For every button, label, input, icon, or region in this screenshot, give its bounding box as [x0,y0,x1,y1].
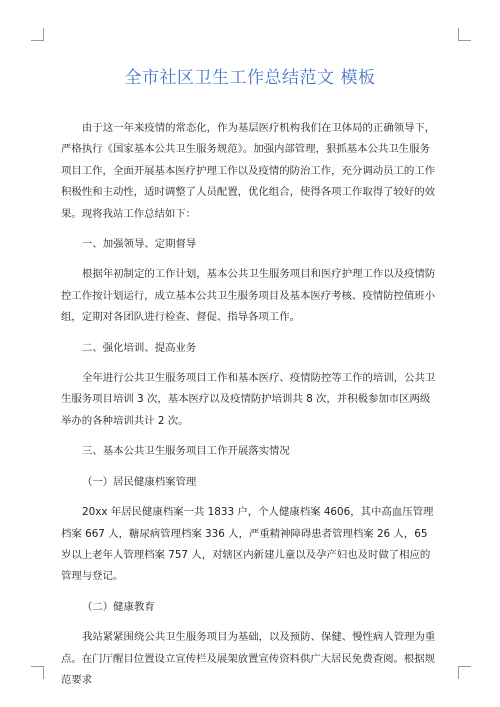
crop-mark-bottom-left [31,666,44,679]
section-heading-1: 一、加强领导、定期督导 [82,238,197,251]
paragraph-health-education: 我站紧紧围绕公共卫生服务项目为基础，以及预防、保健、慢性病人管理为重点。在门厅醒目位置设立宣传栏及展架放置宣传资料供广大居民免费查阅。根据规范要求 [61,631,436,686]
crop-mark-bottom-right [458,666,471,679]
section-heading-3: 三、基本公共卫生服务项目工作开展落实情况 [82,445,290,458]
paragraph-intro: 由于这一年来疫情的常态化，作为基层医疗机构我们在卫体局的正确领导下，严格执行《国家基本公共卫生服务规范》。加强内部管理，狠抓基本公共卫生服务项目工作，全面开展基本医疗护理工作以及疫情的防治工作，充分调动员工的工作积极性和主动性，适时调整了人员配置，优化组合，使得各项工作取得了较好的效果。现将我站工作总结如下： [61,122,436,220]
document-title: 全市社区卫生工作总结范文 模板 [124,68,376,88]
subsection-heading-2: （二）健康教育 [82,600,155,613]
paragraph-section-1: 根据年初制定的工作计划，基本公共卫生服务项目和医疗护理工作以及疫情防控工作按计划运行，成立基本公共卫生服务项目及基本医疗考核、疫情防控值班小组，定期对各团队进行检查、督促、指导各项工作。 [61,268,436,324]
paragraph-health-records: 20xx 年居民健康档案一共 1833 户，个人健康档案 4606，其中高血压管理档案 667 人，糖尿病管理档案 336 人，严重精神障碍患者管理档案 26 人，65 岁以上老年人管理档案 757 人，对辖区内新建儿童以及孕产妇也及时做了相应的管理与登记。 [61,506,434,583]
subsection-heading-1: （一）居民健康档案管理 [82,475,197,488]
crop-mark-top-left [31,28,44,41]
paragraph-section-2: 全年进行公共卫生服务项目工作和基本医疗、疫情防控等工作的培训，公共卫生服务项目培训 3 次，基本医疗以及疫情防护培训共 8 次，并积极参加市区两级举办的各种培训共计 2 次。 [61,372,436,427]
section-heading-2: 二、强化培训、提高业务 [82,341,197,354]
document-body [61,118,439,691]
crop-mark-top-right [458,28,471,41]
